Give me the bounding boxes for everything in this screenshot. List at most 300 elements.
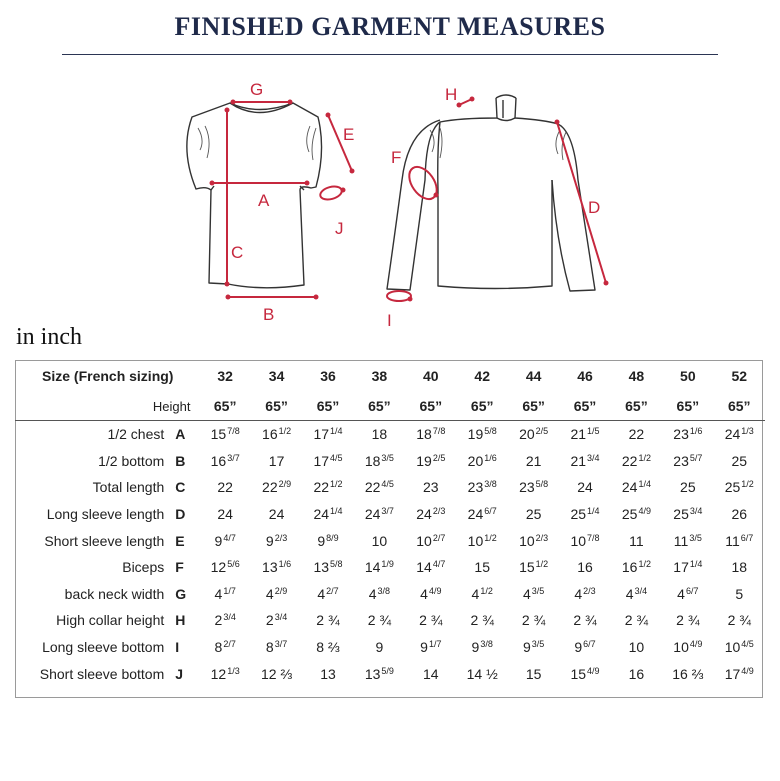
measurement-value	[714, 501, 765, 528]
height-cell: 65”	[714, 392, 765, 421]
size-header-label: Size (French sizing)	[42, 368, 174, 384]
measurement-value	[457, 421, 508, 448]
value-whole: 12	[210, 665, 227, 682]
measurement-letter: C	[175, 479, 186, 496]
measurement-value	[302, 527, 353, 554]
value-fraction: 2/7	[432, 532, 446, 543]
value-whole: 24	[268, 506, 285, 523]
value-whole: 12	[210, 559, 227, 576]
value-fraction: 1/9	[381, 559, 394, 570]
measurement-row	[15, 527, 765, 554]
value-whole: 9	[317, 532, 326, 549]
value-whole: 10	[628, 639, 645, 656]
value-whole: 15	[210, 426, 227, 443]
measurement-value	[199, 448, 250, 475]
value-whole: 9	[265, 532, 274, 549]
measurement-value	[199, 660, 250, 687]
value-fraction: 7/8	[587, 532, 600, 543]
value-whole: 23	[673, 426, 689, 443]
measure-label-j: J	[335, 219, 344, 238]
measurement-value	[559, 421, 610, 448]
measure-label-d: D	[588, 198, 601, 217]
value-whole: 24	[467, 506, 484, 523]
value-fraction: 1/2	[278, 426, 292, 437]
measurement-value	[354, 421, 405, 448]
measurement-value	[251, 554, 302, 581]
value-whole: 18	[731, 559, 748, 576]
measurement-value	[199, 634, 250, 661]
measurement-value	[457, 581, 508, 608]
measurement-value	[251, 474, 302, 501]
measurement-value	[508, 634, 559, 661]
measurement-value	[354, 634, 405, 661]
value-fraction: 3/4	[587, 452, 600, 463]
value-fraction: 1/4	[638, 479, 651, 490]
value-whole: 25	[731, 452, 748, 469]
value-whole: 13	[262, 559, 278, 576]
measurement-value	[714, 527, 765, 554]
height-cell: 65”	[199, 392, 250, 421]
measurement-value	[714, 607, 765, 634]
measurement-value	[457, 634, 508, 661]
value-fraction: 3/5	[689, 532, 702, 543]
value-fraction: 1/6	[278, 559, 292, 570]
value-fraction: 1/4	[330, 506, 343, 517]
value-fraction: 1/3	[741, 426, 754, 437]
value-whole: 20	[467, 452, 484, 469]
measurement-value	[611, 634, 662, 661]
measurement-value	[457, 607, 508, 634]
measurement-value	[559, 474, 610, 501]
value-whole: 2	[265, 612, 274, 629]
value-whole: 14 ½	[466, 665, 498, 682]
value-whole: 21	[570, 452, 587, 469]
measurement-value	[354, 607, 405, 634]
measurement-value	[714, 660, 765, 687]
measurement-value	[405, 448, 456, 475]
measurement-value	[611, 527, 662, 554]
value-whole: 10	[371, 532, 388, 549]
value-whole: 13	[364, 665, 381, 682]
size-cell: 52	[731, 368, 748, 384]
measurement-row	[15, 660, 765, 687]
value-whole: 16 ⅔	[672, 665, 704, 682]
measure-label-c: C	[231, 243, 244, 262]
measurement-value	[251, 607, 302, 634]
measurement-value	[405, 501, 456, 528]
value-whole: 16	[577, 559, 593, 576]
value-whole: 13	[320, 665, 336, 682]
height-cell: 65”	[354, 392, 405, 421]
value-whole: 14	[416, 559, 432, 576]
measure-label-e: E	[343, 125, 355, 144]
value-whole: 10	[724, 639, 741, 656]
measurement-letter: B	[175, 452, 186, 469]
measurement-value	[559, 554, 610, 581]
measurement-value	[559, 581, 610, 608]
value-whole: 11	[673, 532, 689, 549]
value-fraction: 1/5	[587, 426, 600, 437]
measurement-value	[662, 554, 713, 581]
measurement-value	[302, 448, 353, 475]
measure-label-f: F	[391, 148, 402, 167]
measure-label-a: A	[258, 191, 270, 210]
measurement-label: Short sleeve length	[44, 532, 165, 549]
measurement-value	[508, 581, 559, 608]
value-whole: 14	[423, 665, 439, 682]
value-fraction: 2/3	[274, 532, 288, 543]
measurement-letter: F	[175, 559, 184, 576]
measurement-label: 1/2 bottom	[98, 452, 165, 469]
measurement-value	[199, 474, 250, 501]
measurement-value	[302, 421, 353, 448]
measurement-value	[662, 501, 713, 528]
value-whole: 16	[621, 559, 638, 576]
value-fraction: 3/4	[223, 612, 236, 623]
measurement-value	[662, 634, 713, 661]
value-fraction: 8/9	[326, 532, 339, 543]
measurement-value	[662, 607, 713, 634]
value-fraction: 1/4	[689, 559, 703, 570]
value-fraction: 1/2	[480, 585, 493, 596]
measurement-value	[354, 448, 405, 475]
measurement-value	[199, 421, 250, 448]
value-fraction: 3/7	[381, 506, 394, 517]
value-whole: 25	[680, 479, 696, 496]
height-cell: 65”	[302, 392, 353, 421]
value-whole: 9	[420, 639, 428, 656]
value-whole: 15	[570, 665, 587, 682]
value-whole: 2 ¾	[367, 612, 392, 629]
value-whole: 23	[519, 479, 535, 496]
value-fraction: 2/3	[432, 506, 446, 517]
measurement-label: Long sleeve length	[46, 506, 165, 523]
value-fraction: 6/7	[484, 506, 497, 517]
value-fraction: 1/6	[484, 452, 497, 463]
measurement-letter: J	[175, 665, 184, 682]
measurement-value	[354, 474, 405, 501]
measurement-value	[457, 554, 508, 581]
measurement-value	[405, 660, 456, 687]
measurement-row	[15, 448, 765, 475]
measurement-row	[15, 607, 765, 634]
measure-label-b: B	[263, 305, 275, 324]
measurement-value	[199, 607, 250, 634]
value-whole: 4	[471, 585, 480, 602]
value-whole: 10	[416, 532, 432, 549]
measurement-value	[662, 474, 713, 501]
value-whole: 4	[317, 585, 326, 602]
height-cell: 65”	[251, 392, 302, 421]
value-whole: 15	[525, 665, 542, 682]
value-whole: 9	[574, 639, 583, 656]
value-whole: 13	[313, 559, 330, 576]
value-whole: 11	[629, 532, 644, 549]
value-fraction: 1/2	[638, 452, 651, 463]
size-cell: 34	[268, 368, 285, 384]
value-fraction: 6/7	[685, 585, 699, 596]
measurement-value	[611, 421, 662, 448]
measurement-label: Short sleeve bottom	[39, 665, 165, 682]
value-fraction: 4/5	[741, 639, 754, 650]
value-fraction: 3/7	[274, 639, 288, 650]
measurement-value	[662, 581, 713, 608]
value-whole: 10	[673, 639, 689, 656]
measurement-value	[251, 660, 302, 687]
value-fraction: 6/7	[740, 532, 754, 543]
value-fraction: 1/2	[741, 479, 754, 490]
measurement-value	[662, 421, 713, 448]
value-fraction: 2/9	[274, 585, 288, 596]
value-fraction: 4/9	[638, 506, 651, 517]
value-whole: 8	[265, 639, 274, 656]
value-whole: 15	[474, 559, 490, 576]
value-whole: 18	[416, 426, 432, 443]
height-cell: 65”	[457, 392, 508, 421]
value-fraction: 2/9	[278, 479, 292, 490]
measurement-value	[302, 554, 353, 581]
measurement-row	[15, 634, 765, 661]
measurement-value	[559, 660, 610, 687]
measurement-value	[302, 660, 353, 687]
measurement-value	[251, 527, 302, 554]
measure-label-h: H	[445, 85, 458, 104]
value-whole: 24	[724, 426, 741, 443]
value-fraction: 5/7	[689, 452, 703, 463]
value-fraction: 1/4	[330, 426, 343, 437]
value-fraction: 2/7	[326, 585, 339, 596]
measurement-value	[405, 634, 456, 661]
value-whole: 25	[570, 506, 587, 523]
measurement-value	[508, 448, 559, 475]
measurement-label: Total length	[92, 479, 165, 496]
value-whole: 22	[217, 479, 233, 496]
value-whole: 22	[621, 452, 638, 469]
measurement-value	[457, 448, 508, 475]
value-fraction: 5/6	[227, 559, 240, 570]
measurement-value	[662, 660, 713, 687]
measurement-value	[405, 554, 456, 581]
value-whole: 9	[471, 639, 480, 656]
measurement-value	[302, 634, 353, 661]
value-fraction: 3/4	[274, 612, 288, 623]
value-whole: 12 ⅔	[261, 665, 293, 682]
value-whole: 24	[217, 506, 233, 523]
measure-label-i: I	[387, 311, 392, 330]
page-title: FINISHED GARMENT MEASURES	[174, 12, 606, 41]
size-cell: 38	[371, 368, 388, 384]
height-cell: 65”	[405, 392, 456, 421]
measurement-value	[611, 581, 662, 608]
value-fraction: 4/5	[330, 452, 343, 463]
measurement-value	[611, 448, 662, 475]
value-whole: 23	[467, 479, 484, 496]
measurement-label: Biceps	[122, 559, 165, 576]
value-fraction: 5/8	[535, 479, 549, 490]
value-whole: 21	[570, 426, 587, 443]
measurement-row	[15, 421, 765, 448]
value-whole: 24	[621, 479, 638, 496]
value-whole: 8	[214, 639, 223, 656]
value-fraction: 1/7	[223, 585, 236, 596]
value-whole: 2 ¾	[419, 612, 443, 629]
measurement-row	[15, 501, 765, 528]
value-whole: 10	[467, 532, 484, 549]
height-cell: 65”	[508, 392, 559, 421]
value-fraction: 2/5	[432, 452, 446, 463]
value-whole: 22	[628, 426, 645, 443]
size-cell: 40	[423, 368, 439, 384]
value-whole: 17	[313, 426, 330, 443]
value-fraction: 1/7	[428, 639, 442, 650]
value-fraction: 5/8	[484, 426, 497, 437]
value-whole: 25	[724, 479, 741, 496]
value-whole: 9	[522, 639, 531, 656]
value-whole: 24	[364, 506, 381, 523]
measurement-value	[251, 634, 302, 661]
value-whole: 17	[724, 665, 741, 682]
value-whole: 16	[262, 426, 278, 443]
value-fraction: 7/8	[227, 426, 240, 437]
value-fraction: 2/3	[535, 532, 549, 543]
value-fraction: 6/7	[583, 639, 596, 650]
measurement-value	[251, 448, 302, 475]
value-whole: 16	[628, 665, 645, 682]
value-fraction: 1/2	[535, 559, 549, 570]
measurements-table	[15, 360, 765, 687]
measurement-label: High collar height	[56, 612, 165, 629]
value-whole: 4	[677, 585, 685, 602]
value-whole: 23	[423, 479, 439, 496]
value-fraction: 1/2	[638, 559, 651, 570]
measurement-value	[199, 501, 250, 528]
measurement-value	[302, 607, 353, 634]
measurement-value	[714, 581, 765, 608]
value-fraction: 3/5	[531, 585, 545, 596]
value-whole: 17	[313, 452, 330, 469]
value-whole: 10	[519, 532, 535, 549]
measurement-value	[508, 474, 559, 501]
measurement-value	[457, 527, 508, 554]
measurement-value	[251, 501, 302, 528]
measurement-letter: E	[175, 532, 185, 549]
value-whole: 9	[375, 639, 384, 656]
value-whole: 4	[214, 585, 223, 602]
height-cell: 65”	[662, 392, 713, 421]
measurement-letter: D	[175, 506, 186, 523]
size-cell: 50	[680, 368, 696, 384]
value-fraction: 5/9	[381, 665, 394, 676]
measurement-value	[508, 501, 559, 528]
value-fraction: 1/2	[330, 479, 343, 490]
measurement-value	[457, 474, 508, 501]
measure-label-g: G	[250, 80, 264, 99]
measurement-value	[354, 554, 405, 581]
value-whole: 4	[625, 585, 634, 602]
value-whole: 25	[525, 506, 542, 523]
value-fraction: 4/9	[587, 665, 600, 676]
measurement-value	[559, 527, 610, 554]
value-whole: 15	[519, 559, 535, 576]
value-whole: 23	[673, 452, 689, 469]
value-fraction: 2/5	[535, 426, 549, 437]
value-whole: 2 ¾	[521, 612, 546, 629]
measurement-row	[15, 474, 765, 501]
value-fraction: 3/8	[484, 479, 497, 490]
value-fraction: 4/7	[223, 532, 236, 543]
measurement-value	[302, 581, 353, 608]
size-cell: 46	[577, 368, 593, 384]
value-fraction: 7/8	[432, 426, 446, 437]
value-whole: 17	[268, 452, 285, 469]
measurement-value	[714, 474, 765, 501]
measurement-value	[714, 554, 765, 581]
measurement-value	[508, 527, 559, 554]
measurement-value	[457, 660, 508, 687]
short-sleeve-tee-drawing	[187, 103, 322, 288]
value-whole: 2 ¾	[727, 612, 751, 629]
value-whole: 4	[522, 585, 531, 602]
value-fraction: 3/7	[227, 452, 240, 463]
measurement-letter: I	[175, 639, 180, 656]
measurement-value	[662, 448, 713, 475]
value-whole: 10	[570, 532, 587, 549]
value-whole: 2 ¾	[624, 612, 649, 629]
size-cell: 32	[217, 368, 233, 384]
measurement-value	[611, 474, 662, 501]
value-whole: 20	[519, 426, 535, 443]
measurement-label: back neck width	[64, 585, 165, 602]
measurement-value	[405, 474, 456, 501]
measurement-value	[251, 421, 302, 448]
value-whole: 4	[368, 585, 377, 602]
height-cell: 65”	[559, 392, 610, 421]
value-fraction: 3/8	[480, 639, 493, 650]
measurement-value	[354, 660, 405, 687]
measurement-value	[559, 448, 610, 475]
value-fraction: 3/4	[689, 506, 703, 517]
measurement-value	[405, 607, 456, 634]
measurement-value	[714, 448, 765, 475]
value-fraction: 4/9	[689, 639, 703, 650]
measurement-value	[714, 421, 765, 448]
measurement-value	[302, 501, 353, 528]
measurement-value	[559, 501, 610, 528]
value-whole: 16	[210, 452, 227, 469]
size-cell: 44	[525, 368, 542, 384]
measurement-value	[662, 527, 713, 554]
value-fraction: 3/5	[531, 639, 545, 650]
value-fraction: 1/6	[689, 426, 703, 437]
measurement-value	[199, 527, 250, 554]
measurement-label: Long sleeve bottom	[42, 639, 165, 656]
value-fraction: 4/5	[381, 479, 394, 490]
measurement-letter: H	[175, 612, 186, 629]
value-fraction: 3/4	[634, 585, 648, 596]
measurement-value	[559, 607, 610, 634]
value-whole: 21	[525, 452, 542, 469]
size-cell: 42	[474, 368, 490, 384]
measurement-value	[611, 554, 662, 581]
measurement-value	[405, 421, 456, 448]
value-fraction: 1/4	[587, 506, 600, 517]
value-whole: 17	[673, 559, 689, 576]
value-whole: 24	[313, 506, 330, 523]
value-whole: 4	[265, 585, 274, 602]
measurement-row	[15, 581, 765, 608]
value-whole: 11	[725, 532, 740, 549]
value-fraction: 4/9	[428, 585, 442, 596]
